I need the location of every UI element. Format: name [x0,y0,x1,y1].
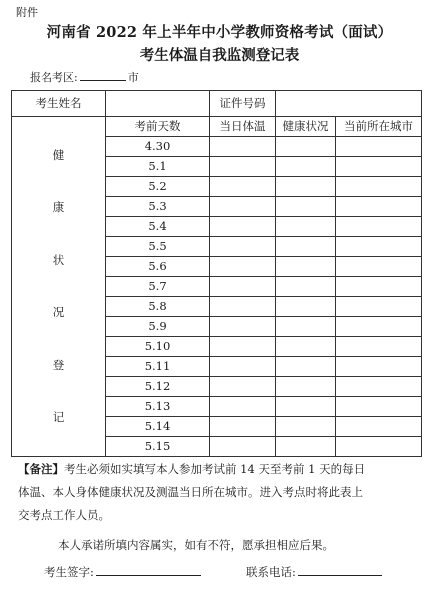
signature-field [44,563,201,580]
side-label-char: 健 [52,147,65,162]
temperature-cell[interactable] [210,177,276,197]
col-header-health: 健康状况 [276,117,336,137]
pledge-text: 本人承诺所填内容属实，如有不符，愿承担相应后果。 [58,538,334,552]
signature-label: 考生签字: [44,565,94,579]
temperature-cell[interactable] [210,297,276,317]
monitoring-table [11,90,422,457]
day-cell: 5.14 [106,417,210,437]
day-cell: 5.9 [106,317,210,337]
temperature-cell[interactable] [210,277,276,297]
name-input-cell[interactable] [106,91,210,117]
day-cell: 5.12 [106,377,210,397]
phone-field [246,563,382,580]
region-field [30,69,139,85]
phone-input-line[interactable] [298,563,382,576]
city-cell[interactable] [336,257,422,277]
day-cell: 5.6 [106,257,210,277]
temperature-cell[interactable] [210,257,276,277]
day-cell: 5.13 [106,397,210,417]
form-subtitle: 考生体温自我监测登记表 [139,47,300,64]
attachment-label: 附件 [16,6,38,19]
col-header-temperature: 当日体温 [210,117,276,137]
temperature-cell[interactable] [210,417,276,437]
temperature-cell[interactable] [210,317,276,337]
temperature-cell[interactable] [210,217,276,237]
health-cell[interactable] [276,417,336,437]
day-cell: 5.7 [106,277,210,297]
side-label [12,147,105,424]
side-label-char: 记 [52,410,65,424]
health-cell[interactable] [276,237,336,257]
city-cell[interactable] [336,357,422,377]
col-header-city: 当前所在城市 [336,117,422,137]
health-cell[interactable] [276,277,336,297]
city-cell[interactable] [336,157,422,177]
side-label-char: 况 [52,305,65,319]
form-title: 河南省 2022 年上半年中小学教师资格考试（面试） [46,24,393,41]
health-cell[interactable] [276,177,336,197]
temperature-cell[interactable] [210,377,276,397]
name-label-cell: 考生姓名 [12,91,106,117]
city-cell[interactable] [336,197,422,217]
health-cell[interactable] [276,257,336,277]
temperature-cell[interactable] [210,197,276,217]
day-cell: 5.8 [106,297,210,317]
side-label-char: 状 [52,252,65,267]
id-input-cell[interactable] [276,91,422,117]
city-cell[interactable] [336,237,422,257]
remark-line1: 考生必须如实填写本人参加考试前 14 天至考前 1 天的每日 [64,462,366,476]
health-cell[interactable] [276,317,336,337]
health-cell[interactable] [276,437,336,457]
remark-line3: 交考点工作人员。 [18,508,110,522]
region-label: 报名考区: [30,71,78,84]
city-cell[interactable] [336,217,422,237]
day-cell: 5.4 [106,217,210,237]
day-cell: 5.10 [106,337,210,357]
health-cell[interactable] [276,297,336,317]
city-cell[interactable] [336,417,422,437]
remark-line2: 体温、本人身体健康状况及测温当日所在城市。进入考点时将此表上 [18,485,363,499]
health-cell[interactable] [276,337,336,357]
health-cell[interactable] [276,217,336,237]
temperature-cell[interactable] [210,397,276,417]
day-cell: 5.5 [106,237,210,257]
city-cell[interactable] [336,337,422,357]
temperature-cell[interactable] [210,137,276,157]
side-label-char: 登 [52,357,65,372]
city-cell[interactable] [336,437,422,457]
temperature-cell[interactable] [210,157,276,177]
temperature-cell[interactable] [210,437,276,457]
city-cell[interactable] [336,297,422,317]
col-header-days: 考前天数 [106,117,210,137]
city-cell[interactable] [336,317,422,337]
health-cell[interactable] [276,397,336,417]
city-cell[interactable] [336,377,422,397]
temperature-cell[interactable] [210,337,276,357]
city-cell[interactable] [336,397,422,417]
signature-input-line[interactable] [96,563,201,576]
health-cell[interactable] [276,357,336,377]
health-cell[interactable] [276,197,336,217]
day-cell: 5.11 [106,357,210,377]
remark-block [18,458,398,527]
region-input-line[interactable] [80,70,126,81]
temperature-cell[interactable] [210,237,276,257]
day-cell: 5.15 [106,437,210,457]
city-cell[interactable] [336,137,422,157]
health-cell[interactable] [276,377,336,397]
city-cell[interactable] [336,177,422,197]
city-cell[interactable] [336,277,422,297]
phone-label: 联系电话: [246,565,296,579]
side-label-char: 康 [52,200,65,214]
day-cell: 5.2 [106,177,210,197]
region-suffix: 市 [127,71,139,84]
health-cell[interactable] [276,137,336,157]
day-cell: 4.30 [106,137,210,157]
health-cell[interactable] [276,157,336,177]
day-cell: 5.3 [106,197,210,217]
remark-lead: 【备注】 [18,462,64,476]
day-cell: 5.1 [106,157,210,177]
id-label-cell: 证件号码 [210,91,276,117]
temperature-cell[interactable] [210,357,276,377]
side-label-cell [12,117,106,457]
